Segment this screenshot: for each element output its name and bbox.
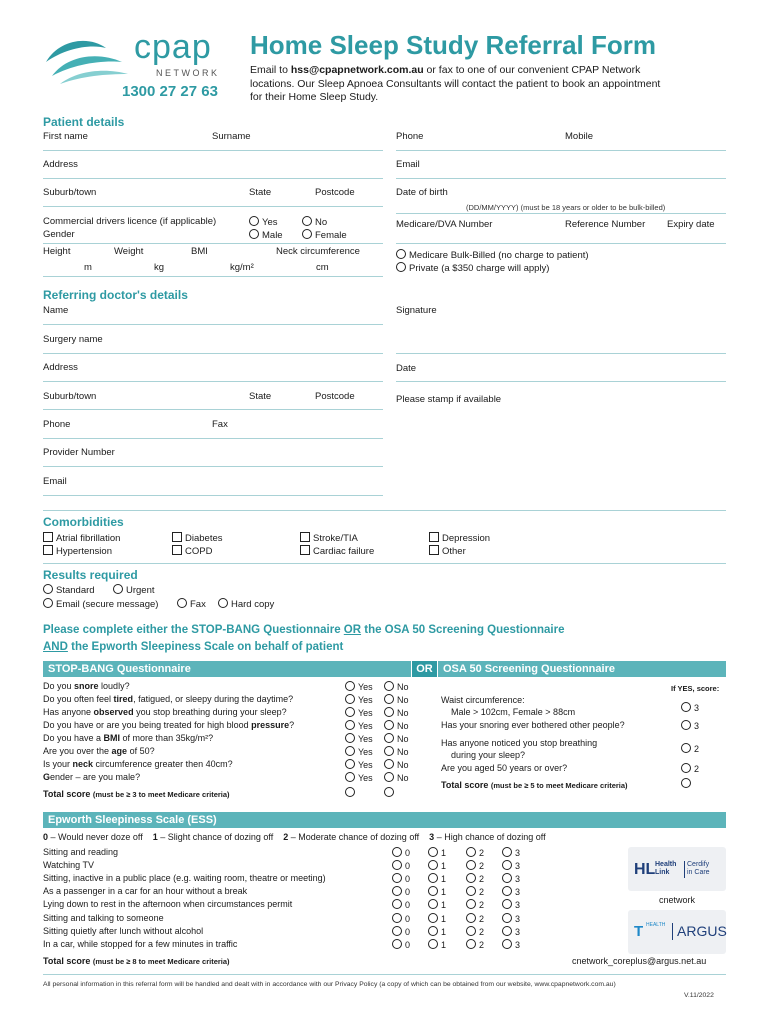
radio-icon: [384, 772, 394, 782]
expiry-label: Expiry date: [667, 219, 715, 230]
divider: [43, 510, 726, 511]
radio-icon: [345, 733, 355, 743]
ess-score-option[interactable]: 2: [466, 939, 484, 950]
version-label: V.11/2022: [684, 992, 714, 999]
date-label: Date: [396, 363, 417, 374]
ess-score-option[interactable]: 0: [392, 886, 410, 897]
ess-total: Total score (must be ≥ 8 to meet Medicare criteria): [43, 956, 230, 966]
stopbang-total: Total score (must be ≥ 3 to meet Medicare criteria): [43, 789, 230, 799]
doctor-name-field[interactable]: [43, 324, 383, 325]
osa-q1: Waist circumference: Male > 102cm, Female > 88cm: [441, 695, 576, 717]
height-label: Height: [43, 246, 71, 257]
radio-icon: [428, 847, 438, 857]
ess-score-option[interactable]: 3: [502, 860, 520, 871]
stopbang-question: Do you have or are you being treated for high blood pressure?: [43, 720, 295, 730]
stopbang-yes-option[interactable]: Yes: [345, 772, 373, 783]
ess-score-option[interactable]: 0: [392, 926, 410, 937]
radio-icon: [392, 873, 402, 883]
radio-icon: [396, 262, 406, 272]
first-name-label: First name: [43, 131, 88, 142]
ess-score-option[interactable]: 2: [466, 899, 484, 910]
radio-icon: [681, 720, 691, 730]
weight-label: Weight: [114, 246, 144, 257]
checkbox-icon: [429, 532, 439, 542]
dob-note: (DD/MM/YYYY) (must be 18 years or older to be bulk-billed): [466, 203, 666, 212]
doctor-postcode-label: Postcode: [315, 391, 355, 402]
stopbang-no-option[interactable]: No: [384, 733, 409, 744]
radio-icon: [466, 860, 476, 870]
radio-icon: [466, 873, 476, 883]
or-badge: OR: [412, 661, 437, 677]
radio-icon: [392, 886, 402, 896]
divider: [43, 563, 726, 564]
neck-label: Neck circumference: [276, 246, 360, 257]
osa-score-header: If YES, score:: [671, 684, 720, 693]
ess-score-option[interactable]: 3: [502, 873, 520, 884]
gender-male-option[interactable]: Male: [249, 229, 283, 241]
radio-icon: [302, 216, 312, 226]
stopbang-no-option[interactable]: No: [384, 707, 409, 718]
header-instructions: Email to hss@cpapnetwork.com.au or fax to one of our convenient CPAP Network locations. Our Sleep Apnoea Consultants will contact the patient to book an appointment for their Home Sleep Study.: [250, 64, 661, 103]
signature-label: Signature: [396, 305, 437, 316]
radio-icon: [396, 249, 406, 259]
ess-score-option[interactable]: 1: [428, 886, 446, 897]
ess-score-option[interactable]: 2: [466, 926, 484, 937]
radio-icon: [392, 860, 402, 870]
page-title: Home Sleep Study Referral Form: [250, 30, 656, 60]
osa-q2: Has your snoring ever bothered other people?: [441, 720, 625, 730]
stopbang-total-yes-field[interactable]: [345, 787, 358, 799]
phone-number: 1300 27 27 63: [122, 83, 218, 100]
radio-icon: [177, 598, 187, 608]
ess-score-option[interactable]: 1: [428, 847, 446, 858]
radio-icon: [392, 899, 402, 909]
stopbang-question: Do you often feel tired, fatigued, or sleepy during the daytime?: [43, 694, 294, 704]
radio-icon: [502, 847, 512, 857]
stopbang-yes-option[interactable]: Yes: [345, 681, 373, 692]
ess-score-option[interactable]: 0: [392, 873, 410, 884]
stopbang-question: Do you snore loudly?: [43, 681, 130, 691]
state-label: State: [249, 187, 272, 198]
stopbang-no-option[interactable]: No: [384, 720, 409, 731]
radio-icon: [345, 720, 355, 730]
radio-icon: [681, 743, 691, 753]
radio-icon: [466, 899, 476, 909]
radio-icon: [43, 598, 53, 608]
radio-icon: [345, 694, 355, 704]
comorbidity-item[interactable]: Other: [429, 545, 466, 557]
patient-section-title: Patient details: [43, 115, 125, 129]
radio-icon: [681, 778, 691, 788]
stamp-label: Please stamp if available: [396, 394, 502, 405]
osa-q2-score[interactable]: 3: [681, 720, 699, 731]
ess-item: Lying down to rest in the afternoon when circumstances permit: [43, 899, 293, 909]
radio-icon: [345, 681, 355, 691]
radio-icon: [428, 886, 438, 896]
ess-legend: 0 – Would never doze off 1 – Slight chance of dozing off 2 – Moderate chance of dozing off 3 – High chance of dozing off: [43, 832, 546, 842]
radio-icon: [502, 899, 512, 909]
results-standard-option[interactable]: Standard: [43, 584, 95, 596]
cdl-yes-option[interactable]: Yes: [249, 216, 278, 228]
radio-icon: [249, 229, 259, 239]
radio-icon: [502, 886, 512, 896]
stopbang-yes-option[interactable]: Yes: [345, 759, 373, 770]
ess-score-option[interactable]: 1: [428, 860, 446, 871]
radio-icon: [392, 913, 402, 923]
stopbang-no-option[interactable]: No: [384, 694, 409, 705]
stopbang-yes-option[interactable]: Yes: [345, 707, 373, 718]
radio-icon: [681, 763, 691, 773]
doctor-suburb-field[interactable]: [43, 409, 383, 410]
doctor-name-label: Name: [43, 305, 69, 316]
radio-icon: [43, 584, 53, 594]
radio-icon: [428, 913, 438, 923]
doctor-fax-label: Fax: [212, 419, 228, 430]
radio-icon: [502, 873, 512, 883]
doctor-phone-field[interactable]: [43, 438, 383, 439]
stopbang-no-option[interactable]: No: [384, 772, 409, 783]
results-fax-option[interactable]: Fax: [177, 598, 206, 610]
ess-item: Sitting and talking to someone: [43, 913, 164, 923]
signature-field[interactable]: [396, 353, 726, 354]
dob-field[interactable]: [396, 213, 726, 214]
stopbang-yes-option[interactable]: Yes: [345, 733, 373, 744]
stopbang-question: Gender – are you male?: [43, 772, 141, 782]
cdl-no-option[interactable]: No: [302, 216, 327, 228]
radio-icon: [466, 886, 476, 896]
ess-score-option[interactable]: 0: [392, 860, 410, 871]
stopbang-yes-option[interactable]: Yes: [345, 720, 373, 731]
medicare-label: Medicare/DVA Number: [396, 219, 493, 230]
brand-name: cpap: [134, 28, 212, 66]
radio-icon: [428, 873, 438, 883]
ess-score-option[interactable]: 3: [502, 886, 520, 897]
osa-q1-score[interactable]: 3: [681, 702, 699, 713]
ess-header: Epworth Sleepiness Scale (ESS): [43, 812, 726, 828]
osa-q4-score[interactable]: 2: [681, 763, 699, 774]
checkbox-icon: [429, 545, 439, 555]
radio-icon: [428, 860, 438, 870]
ess-item: Sitting and reading: [43, 847, 119, 857]
telstra-icon: T: [634, 923, 644, 940]
argus-email: cnetwork_coreplus@argus.net.au: [572, 956, 707, 966]
surgery-field[interactable]: [43, 353, 383, 354]
osa-total: Total score (must be ≥ 5 to meet Medicare criteria): [441, 780, 628, 790]
comorbidity-item[interactable]: Cardiac failure: [300, 545, 374, 557]
radio-icon: [218, 598, 228, 608]
weight-unit: kg: [154, 262, 165, 273]
surgery-label: Surgery name: [43, 334, 103, 345]
radio-icon: [384, 787, 394, 797]
ess-score-option[interactable]: 3: [502, 926, 520, 937]
radio-icon: [249, 216, 259, 226]
date-field[interactable]: [396, 381, 726, 382]
neck-unit: cm: [316, 262, 329, 273]
doctor-phone-label: Phone: [43, 419, 71, 430]
ess-item: Watching TV: [43, 860, 95, 870]
first-name-field[interactable]: [43, 150, 383, 151]
phone-label: Phone: [396, 131, 424, 142]
stopbang-question: Is your neck circumference greater then 40cm?: [43, 759, 233, 769]
stopbang-no-option[interactable]: No: [384, 746, 409, 757]
comorbidities-title: Comorbidities: [43, 515, 124, 529]
osa-total-field[interactable]: [681, 778, 694, 790]
comorbidity-item[interactable]: Diabetes: [172, 532, 223, 544]
gender-label: Gender: [43, 229, 75, 240]
comorbidity-item[interactable]: COPD: [172, 545, 212, 557]
cdl-label: Commercial drivers licence (if applicable): [43, 216, 217, 227]
radio-icon: [502, 939, 512, 949]
radio-icon: [428, 939, 438, 949]
osa-q4: Are you aged 50 years or over?: [441, 763, 568, 773]
doctor-address-label: Address: [43, 362, 78, 373]
ess-score-option[interactable]: 2: [466, 860, 484, 871]
ess-score-option[interactable]: 0: [392, 913, 410, 924]
comorbidity-item[interactable]: Stroke/TIA: [300, 532, 358, 544]
radio-icon: [466, 913, 476, 923]
radio-icon: [502, 913, 512, 923]
healthlink-logo: HL Health Link Cerdify in Care: [628, 847, 726, 891]
checkbox-icon: [300, 532, 310, 542]
stopbang-yes-option[interactable]: Yes: [345, 694, 373, 705]
checkbox-icon: [300, 545, 310, 555]
radio-icon: [302, 229, 312, 239]
stopbang-question: Do you have a BMI of more than 35kg/m²?: [43, 733, 214, 743]
ess-item: As a passenger in a car for an hour without a break: [43, 886, 248, 896]
email-field[interactable]: [396, 178, 726, 179]
radio-icon: [428, 899, 438, 909]
questionnaire-instruction: Please complete either the STOP-BANG Questionnaire OR the OSA 50 Screening Questionnaire AND the Epworth Sleepiness Scale on behalf of patient: [43, 624, 565, 653]
healthlink-code: cnetwork: [659, 895, 696, 905]
argus-logo: T HEALTH ARGUS: [628, 910, 726, 954]
osa-q3: Has anyone noticed you stop breathing during your sleep?: [441, 738, 598, 760]
private-option[interactable]: Private (a $350 charge will apply): [396, 262, 549, 274]
ess-score-option[interactable]: 2: [466, 886, 484, 897]
stopbang-no-option[interactable]: No: [384, 759, 409, 770]
phone-field[interactable]: [396, 150, 726, 151]
osa-q3-score[interactable]: 2: [681, 743, 699, 754]
radio-icon: [384, 733, 394, 743]
ess-score-option[interactable]: 2: [466, 873, 484, 884]
ess-score-option[interactable]: 1: [428, 873, 446, 884]
address-label: Address: [43, 159, 78, 170]
radio-icon: [384, 707, 394, 717]
reference-label: Reference Number: [565, 219, 646, 230]
ess-score-option[interactable]: 3: [502, 847, 520, 858]
radio-icon: [384, 694, 394, 704]
radio-icon: [384, 759, 394, 769]
radio-icon: [466, 939, 476, 949]
measurements-field[interactable]: [43, 276, 383, 277]
divider: [43, 974, 726, 975]
divider: [43, 243, 383, 244]
radio-icon: [502, 926, 512, 936]
brand-sub: NETWORK: [156, 68, 220, 78]
doctor-state-label: State: [249, 391, 272, 402]
radio-icon: [502, 860, 512, 870]
ess-item: Sitting quietly after lunch without alcohol: [43, 926, 204, 936]
doctor-email-field[interactable]: [43, 495, 383, 496]
suburb-label: Suburb/town: [43, 187, 97, 198]
stopbang-no-option[interactable]: No: [384, 681, 409, 692]
doctor-address-field[interactable]: [43, 381, 383, 382]
email-label: Email: [396, 159, 420, 170]
ess-score-option[interactable]: 2: [466, 847, 484, 858]
ess-score-option[interactable]: 3: [502, 899, 520, 910]
doctor-suburb-label: Suburb/town: [43, 391, 97, 402]
address-field[interactable]: [43, 178, 383, 179]
ess-score-option[interactable]: 1: [428, 939, 446, 950]
results-title: Results required: [43, 568, 138, 582]
postcode-label: Postcode: [315, 187, 355, 198]
radio-icon: [392, 847, 402, 857]
ess-score-option[interactable]: 1: [428, 899, 446, 910]
ess-score-option[interactable]: 0: [392, 939, 410, 950]
mobile-label: Mobile: [565, 131, 593, 142]
gender-female-option[interactable]: Female: [302, 229, 347, 241]
bmi-label: BMI: [191, 246, 208, 257]
comorbidity-item[interactable]: Atrial fibrillation: [43, 532, 120, 544]
comorbidity-item[interactable]: Hypertension: [43, 545, 112, 557]
checkbox-icon: [43, 545, 53, 555]
osa50-header: OSA 50 Screening Questionnaire: [438, 661, 726, 677]
radio-icon: [345, 707, 355, 717]
radio-icon: [384, 746, 394, 756]
cpap-logo-icon: [42, 32, 130, 86]
stopbang-total-no-field[interactable]: [384, 787, 397, 799]
checkbox-icon: [172, 545, 182, 555]
radio-icon: [384, 720, 394, 730]
radio-icon: [466, 926, 476, 936]
radio-icon: [392, 926, 402, 936]
checkbox-icon: [172, 532, 182, 542]
doctor-email-label: Email: [43, 476, 67, 487]
height-unit: m: [84, 262, 92, 273]
suburb-field[interactable]: [43, 206, 383, 207]
results-email-option[interactable]: Email (secure message): [43, 598, 158, 610]
dob-label: Date of birth: [396, 187, 448, 198]
contact-email[interactable]: hss@cpapnetwork.com.au: [290, 64, 424, 76]
stopbang-question: Are you over the age of 50?: [43, 746, 155, 756]
radio-icon: [466, 847, 476, 857]
ess-score-option[interactable]: 0: [392, 899, 410, 910]
ess-item: Sitting, inactive in a public place (e.g. waiting room, theatre or meeting): [43, 873, 326, 883]
surname-label: Surname: [212, 131, 251, 142]
stopbang-header: STOP-BANG Questionnaire: [43, 661, 411, 677]
medicare-field[interactable]: [396, 243, 726, 244]
bmi-unit: kg/m²: [230, 262, 254, 273]
stopbang-yes-option[interactable]: Yes: [345, 746, 373, 757]
ess-score-option[interactable]: 3: [502, 913, 520, 924]
ess-score-option[interactable]: 2: [466, 913, 484, 924]
radio-icon: [681, 702, 691, 712]
comorbidity-item[interactable]: Depression: [429, 532, 490, 544]
results-hardcopy-option[interactable]: Hard copy: [218, 598, 274, 610]
privacy-notice: All personal information in this referral form will be handled and dealt with in accordance with our Privacy Policy (a copy of which can be obtained from our website, www.cpapnetwork.com.au): [43, 981, 616, 988]
ess-score-option[interactable]: 1: [428, 926, 446, 937]
provider-field[interactable]: [43, 466, 383, 467]
bulk-billed-option[interactable]: Medicare Bulk-Billed (no charge to patient): [396, 249, 589, 261]
radio-icon: [345, 759, 355, 769]
ess-score-option[interactable]: 0: [392, 847, 410, 858]
ess-item: In a car, while stopped for a few minutes in traffic: [43, 939, 238, 949]
radio-icon: [345, 746, 355, 756]
stopbang-question: Has anyone observed you stop breathing during your sleep?: [43, 707, 287, 717]
doctor-section-title: Referring doctor's details: [43, 288, 188, 302]
ess-score-option[interactable]: 1: [428, 913, 446, 924]
radio-icon: [384, 681, 394, 691]
checkbox-icon: [43, 532, 53, 542]
radio-icon: [428, 926, 438, 936]
results-urgent-option[interactable]: Urgent: [113, 584, 155, 596]
radio-icon: [392, 939, 402, 949]
radio-icon: [113, 584, 123, 594]
provider-label: Provider Number: [43, 447, 115, 458]
radio-icon: [345, 787, 355, 797]
radio-icon: [345, 772, 355, 782]
ess-score-option[interactable]: 3: [502, 939, 520, 950]
